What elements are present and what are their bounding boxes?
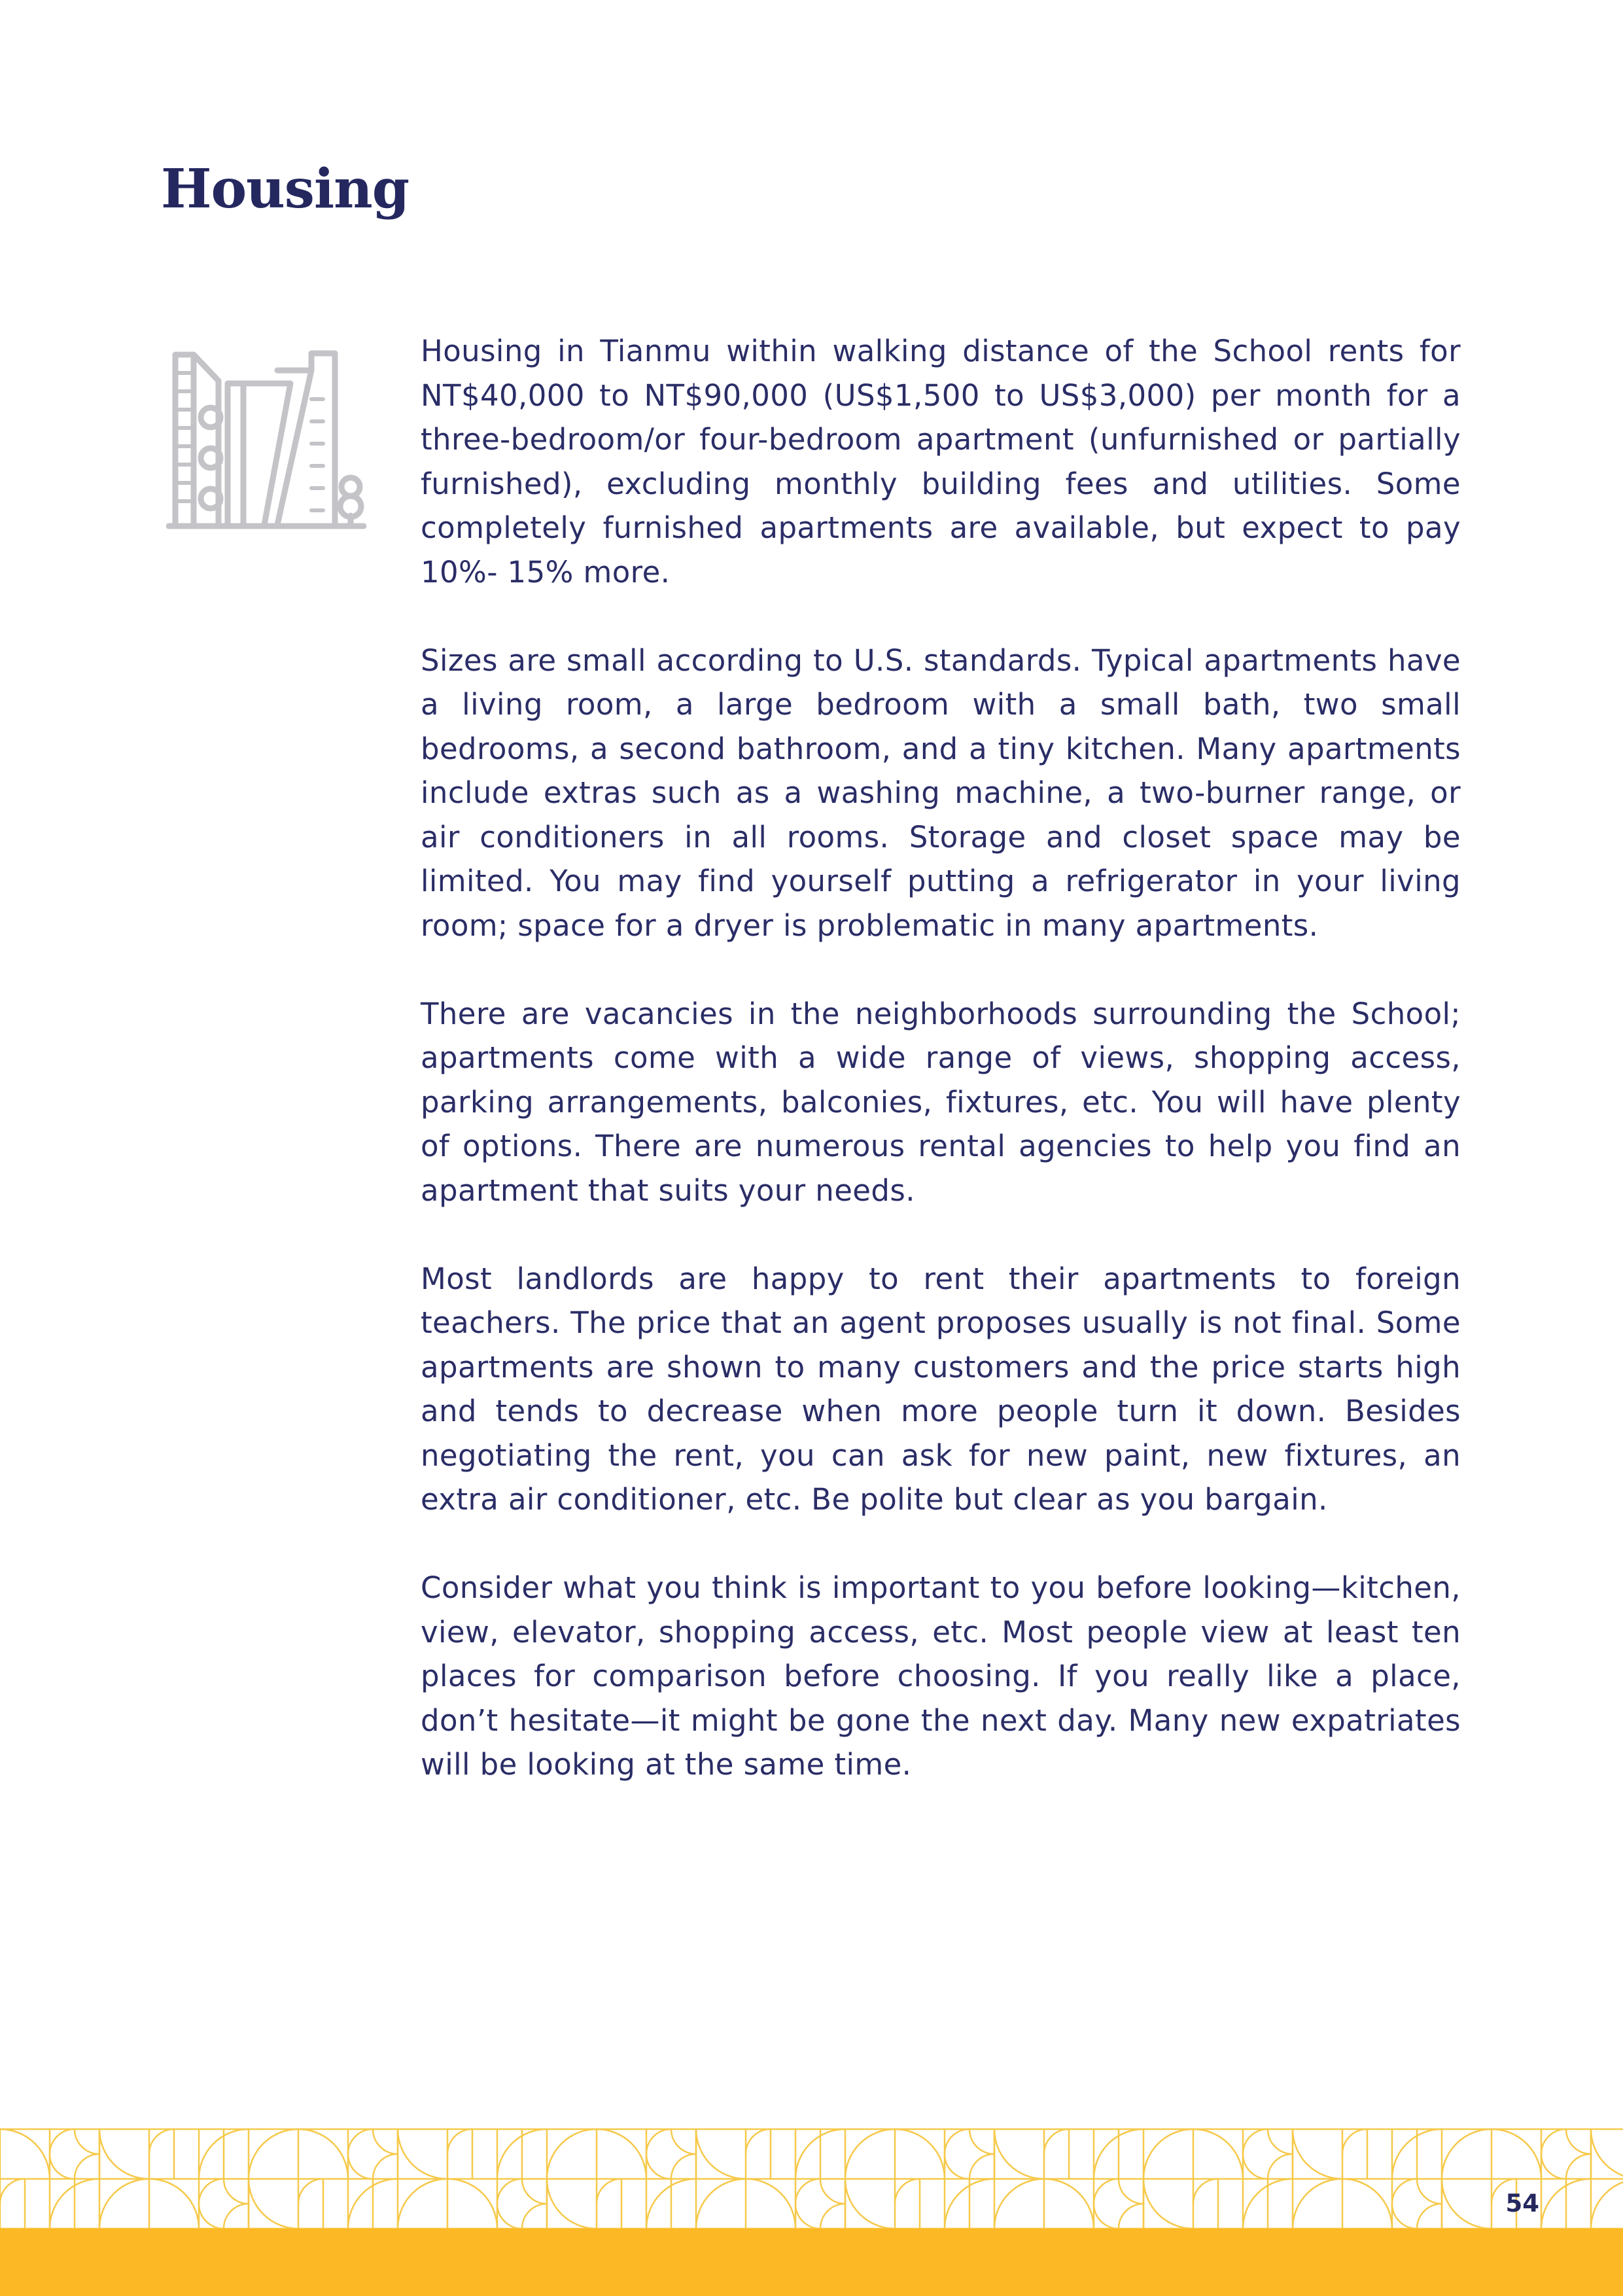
pattern-tile <box>1243 2179 1293 2229</box>
pattern-tile <box>1591 2179 1623 2229</box>
pattern-tile <box>646 2129 696 2179</box>
pattern-tile <box>1392 2179 1442 2229</box>
pattern-tile <box>895 2129 945 2179</box>
pattern-tile <box>845 2129 895 2179</box>
pattern-tile <box>1094 2179 1143 2229</box>
pattern-tile <box>1193 2129 1243 2179</box>
pattern-tile <box>1044 2179 1094 2229</box>
pattern-tile <box>994 2179 1044 2229</box>
page-title: Housing <box>161 158 410 221</box>
pattern-tile <box>795 2179 845 2229</box>
pattern-tile <box>1044 2129 1069 2179</box>
pattern-tile <box>1541 2129 1591 2179</box>
pattern-tile <box>597 2129 646 2179</box>
footer-geometric-pattern <box>0 2128 1623 2230</box>
pattern-tile <box>1392 2129 1442 2179</box>
pattern-tile <box>1293 2179 1342 2229</box>
pattern-tile <box>0 2179 25 2229</box>
paragraph-vacancies: There are vacancies in the neighborhoods surrounding the School; apartments come with a wide range of views, shopping access, parking arrangements, balconies, fixtures, etc. You will have plenty of options. There are numerous rental agencies to help you find an apartment that suits your needs. <box>421 996 1461 1208</box>
pattern-tile <box>1442 2129 1492 2179</box>
pattern-tile <box>1143 2129 1193 2179</box>
pattern-tile <box>746 2179 795 2229</box>
pattern-tile <box>447 2129 472 2179</box>
pattern-tile <box>199 2129 249 2179</box>
pattern-tile <box>348 2129 398 2179</box>
pattern-tile <box>298 2179 323 2229</box>
pattern-tile <box>99 2129 149 2179</box>
pattern-tile <box>696 2129 746 2179</box>
pattern-tile <box>348 2179 398 2229</box>
pattern-tile <box>1541 2179 1591 2229</box>
pattern-tile <box>298 2129 348 2179</box>
pattern-tile <box>1143 2179 1193 2229</box>
pattern-tile <box>1492 2129 1541 2179</box>
pattern-tile <box>1293 2129 1342 2179</box>
pattern-tile <box>1243 2129 1293 2179</box>
pattern-tile <box>646 2179 696 2229</box>
pattern-tile <box>149 2179 199 2229</box>
pattern-tile <box>249 2129 298 2179</box>
paragraph-rent-prices: Housing in Tianmu within walking distance of the School rents for NT$40,000 to NT$90,000 (US$1,500 to US$3,000) per month for a three-bedroom/or four-bedroom apartment (unfurnished or partially furnished), excluding monthly building fees and utilities. Some completely furnished apartments are available, but expect to pay 10%- 15% more. <box>421 334 1461 590</box>
pattern-tile <box>398 2129 447 2179</box>
apartment-buildings-icon <box>166 347 366 530</box>
pattern-tile <box>795 2129 845 2179</box>
pattern-tile <box>994 2129 1044 2179</box>
pattern-tile <box>447 2179 497 2229</box>
pattern-tile <box>547 2179 597 2229</box>
pattern-tile <box>597 2179 621 2229</box>
pattern-tile <box>1193 2179 1218 2229</box>
pattern-tile <box>945 2129 994 2179</box>
pattern-tile <box>845 2179 895 2229</box>
pattern-tile <box>696 2179 746 2229</box>
pattern-tile <box>895 2179 920 2229</box>
pattern-tile <box>945 2179 994 2229</box>
pattern-tile <box>398 2179 447 2229</box>
pattern-tile <box>1342 2129 1367 2179</box>
pattern-tile <box>1591 2129 1623 2179</box>
pattern-tile <box>149 2129 174 2179</box>
pattern-tile <box>50 2129 99 2179</box>
pattern-tile <box>497 2179 547 2229</box>
pattern-tile <box>497 2129 547 2179</box>
pattern-tile <box>1442 2179 1492 2229</box>
pattern-tile <box>0 2129 50 2179</box>
paragraph-choosing-tips: Consider what you think is important to you before looking—kitchen, view, elevator, shopping access, etc. Most people view at least ten places for comparison before choosing. If you really like a place, don’t hesitate—it might be gone the next day. Many new expatriates will be looking at the same time. <box>421 1570 1461 1782</box>
paragraph-apartment-sizes: Sizes are small according to U.S. standards. Typical apartments have a living room, a large bedroom with a small bath, two small bedrooms, a second bathroom, and a tiny kitchen. Many apartments include extras such as a washing machine, a two-burner range, or air conditioners in all rooms. Storage and closet space may be limited. You may find yourself putting a refrigerator in your living room; space for a dryer is problematic in many apartments. <box>421 643 1461 943</box>
pattern-tile <box>249 2179 298 2229</box>
article-body <box>421 329 1461 1831</box>
pattern-tile <box>1342 2179 1392 2229</box>
footer-yellow-bar <box>0 2229 1623 2296</box>
pattern-tile <box>99 2179 149 2229</box>
pattern-tile <box>547 2129 597 2179</box>
pattern-tile <box>199 2179 249 2229</box>
page-number: 54 <box>1505 2189 1539 2217</box>
pattern-tile <box>50 2179 99 2229</box>
pattern-tile <box>746 2129 771 2179</box>
paragraph-landlords: Most landlords are happy to rent their apartments to foreign teachers. The price that an agent proposes usually is not final. Some apartments are shown to many customers and the price starts high and tends to decrease when more people turn it down. Besides negotiating the rent, you can ask for new paint, new fixtures, an extra air conditioner, etc. Be polite but clear as you bargain. <box>421 1261 1461 1517</box>
pattern-tile <box>1094 2129 1143 2179</box>
